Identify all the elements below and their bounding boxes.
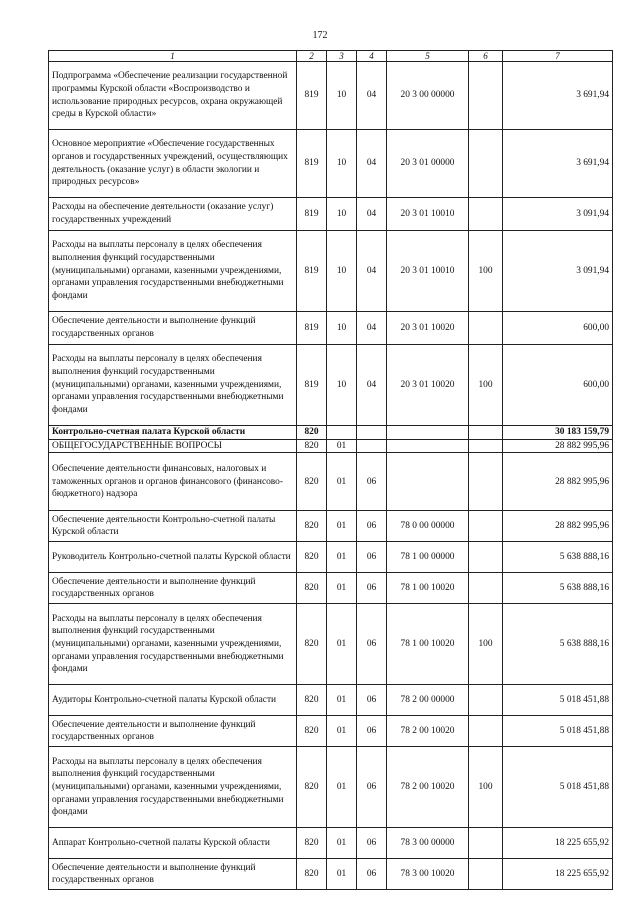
row-section: 01 [327, 685, 357, 716]
row-subsection: 06 [357, 685, 387, 716]
table-row [49, 130, 613, 198]
row-amount: 30 183 159,79 [503, 426, 613, 440]
row-admin-code: 820 [297, 716, 327, 747]
row-amount: 5 018 451,88 [503, 747, 613, 828]
row-subsection: 06 [357, 542, 387, 573]
row-subsection: 06 [357, 573, 387, 604]
row-section: 10 [327, 231, 357, 312]
row-name: Расходы на обеспечение деятельности (оказание услуг) государственных учреждений [49, 198, 297, 231]
row-admin-code: 820 [297, 828, 327, 859]
row-admin-code: 820 [297, 542, 327, 573]
row-expense-type: 100 [469, 345, 503, 426]
table-row [49, 426, 613, 440]
row-target-article: 78 1 00 10020 [387, 573, 469, 604]
row-expense-type [469, 62, 503, 130]
row-amount: 600,00 [503, 345, 613, 426]
row-name: Расходы на выплаты персоналу в целях обеспечения выполнения функций государственными (муниципальными) органами, казенными учреждениями, органами управления государственными внебюджетными фондами [49, 231, 297, 312]
row-expense-type [469, 426, 503, 440]
row-amount: 3 091,94 [503, 231, 613, 312]
row-target-article: 20 3 01 10020 [387, 312, 469, 345]
row-admin-code: 820 [297, 511, 327, 542]
row-expense-type [469, 439, 503, 453]
row-subsection: 06 [357, 453, 387, 511]
budget-table [48, 50, 613, 890]
row-target-article [387, 426, 469, 440]
table-body [49, 62, 613, 890]
table-row [49, 198, 613, 231]
row-target-article: 78 2 00 10020 [387, 747, 469, 828]
row-expense-type: 100 [469, 604, 503, 685]
row-name: Обеспечение деятельности финансовых, налоговых и таможенных органов и органов финансового (финансово-бюджетного) надзора [49, 453, 297, 511]
row-expense-type [469, 511, 503, 542]
row-section: 01 [327, 439, 357, 453]
table-row [49, 828, 613, 859]
row-section: 01 [327, 604, 357, 685]
table-header-row [49, 51, 613, 62]
row-admin-code: 819 [297, 231, 327, 312]
header-col-3: 3 [327, 51, 357, 62]
row-admin-code: 819 [297, 198, 327, 231]
row-amount: 3 091,94 [503, 198, 613, 231]
table-row [49, 511, 613, 542]
row-section: 01 [327, 542, 357, 573]
row-amount: 3 691,94 [503, 62, 613, 130]
row-expense-type [469, 828, 503, 859]
row-expense-type [469, 542, 503, 573]
row-target-article: 20 3 01 10010 [387, 198, 469, 231]
row-amount: 28 882 995,96 [503, 439, 613, 453]
row-amount: 5 018 451,88 [503, 716, 613, 747]
row-subsection [357, 426, 387, 440]
row-expense-type [469, 453, 503, 511]
row-expense-type [469, 130, 503, 198]
header-col-4: 4 [357, 51, 387, 62]
table-row [49, 542, 613, 573]
row-admin-code: 820 [297, 685, 327, 716]
row-target-article: 78 3 00 00000 [387, 828, 469, 859]
row-amount: 600,00 [503, 312, 613, 345]
row-expense-type: 100 [469, 747, 503, 828]
row-target-article: 78 2 00 00000 [387, 685, 469, 716]
row-section: 01 [327, 453, 357, 511]
row-section: 10 [327, 312, 357, 345]
header-col-5: 5 [387, 51, 469, 62]
row-name: Контрольно-счетная палата Курской области [49, 426, 297, 440]
row-expense-type [469, 312, 503, 345]
row-admin-code: 819 [297, 312, 327, 345]
table-row [49, 859, 613, 890]
row-admin-code: 820 [297, 453, 327, 511]
row-admin-code: 819 [297, 130, 327, 198]
row-subsection: 04 [357, 345, 387, 426]
row-amount: 5 638 888,16 [503, 573, 613, 604]
table-row [49, 231, 613, 312]
row-target-article: 20 3 00 00000 [387, 62, 469, 130]
row-expense-type [469, 573, 503, 604]
row-target-article: 78 0 00 00000 [387, 511, 469, 542]
table-row [49, 453, 613, 511]
row-subsection: 04 [357, 231, 387, 312]
header-col-6: 6 [469, 51, 503, 62]
table-row [49, 604, 613, 685]
row-subsection: 06 [357, 859, 387, 890]
row-target-article: 78 3 00 10020 [387, 859, 469, 890]
table-row [49, 62, 613, 130]
row-name: Аппарат Контрольно-счетной палаты Курской области [49, 828, 297, 859]
row-name: Расходы на выплаты персоналу в целях обеспечения выполнения функций государственными (муниципальными) органами, казенными учреждениями, органами управления государственными внебюджетными фондами [49, 345, 297, 426]
row-section: 10 [327, 130, 357, 198]
row-name: Руководитель Контрольно-счетной палаты Курской области [49, 542, 297, 573]
row-amount: 5 638 888,16 [503, 542, 613, 573]
row-section [327, 426, 357, 440]
row-amount: 18 225 655,92 [503, 859, 613, 890]
row-target-article: 78 2 00 10020 [387, 716, 469, 747]
row-section: 10 [327, 198, 357, 231]
row-section: 01 [327, 859, 357, 890]
row-expense-type [469, 685, 503, 716]
row-section: 10 [327, 345, 357, 426]
row-admin-code: 820 [297, 439, 327, 453]
row-subsection: 06 [357, 716, 387, 747]
row-target-article: 78 1 00 10020 [387, 604, 469, 685]
row-admin-code: 819 [297, 345, 327, 426]
row-admin-code: 819 [297, 62, 327, 130]
row-name: Основное мероприятие «Обеспечение государственных органов и государственных учреждений, осуществляющих деятельность (оказание услуг) в области экологии и природных ресурсов» [49, 130, 297, 198]
row-section: 01 [327, 573, 357, 604]
row-expense-type [469, 716, 503, 747]
row-name: ОБЩЕГОСУДАРСТВЕННЫЕ ВОПРОСЫ [49, 439, 297, 453]
row-target-article: 20 3 01 10020 [387, 345, 469, 426]
row-amount: 3 691,94 [503, 130, 613, 198]
row-name: Обеспечение деятельности и выполнение функций государственных органов [49, 716, 297, 747]
header-col-7: 7 [503, 51, 613, 62]
table-row [49, 747, 613, 828]
table-row [49, 716, 613, 747]
row-admin-code: 820 [297, 426, 327, 440]
row-subsection: 06 [357, 828, 387, 859]
row-name: Расходы на выплаты персоналу в целях обеспечения выполнения функций государственными (муниципальными) органами, казенными учреждениями, органами управления государственными внебюджетными фондами [49, 747, 297, 828]
row-target-article: 78 1 00 00000 [387, 542, 469, 573]
row-subsection: 06 [357, 747, 387, 828]
row-admin-code: 820 [297, 859, 327, 890]
row-amount: 5 638 888,16 [503, 604, 613, 685]
table-row [49, 685, 613, 716]
row-subsection: 06 [357, 604, 387, 685]
row-amount: 5 018 451,88 [503, 685, 613, 716]
row-amount: 28 882 995,96 [503, 453, 613, 511]
header-col-2: 2 [297, 51, 327, 62]
row-subsection: 04 [357, 130, 387, 198]
header-col-1: 1 [49, 51, 297, 62]
row-target-article [387, 453, 469, 511]
row-target-article: 20 3 01 10010 [387, 231, 469, 312]
row-amount: 28 882 995,96 [503, 511, 613, 542]
table-row [49, 345, 613, 426]
row-target-article: 20 3 01 00000 [387, 130, 469, 198]
row-name: Обеспечение деятельности и выполнение функций государственных органов [49, 573, 297, 604]
row-subsection: 06 [357, 511, 387, 542]
table-row [49, 439, 613, 453]
row-expense-type [469, 859, 503, 890]
row-subsection: 04 [357, 62, 387, 130]
row-admin-code: 820 [297, 604, 327, 685]
row-section: 01 [327, 747, 357, 828]
row-admin-code: 820 [297, 747, 327, 828]
row-section: 10 [327, 62, 357, 130]
table-row [49, 312, 613, 345]
row-name: Обеспечение деятельности Контрольно-счетной палаты Курской области [49, 511, 297, 542]
row-section: 01 [327, 511, 357, 542]
row-name: Расходы на выплаты персоналу в целях обеспечения выполнения функций государственными (муниципальными) органами, казенными учреждениями, органами управления государственными внебюджетными фондами [49, 604, 297, 685]
row-expense-type: 100 [469, 231, 503, 312]
table-row [49, 573, 613, 604]
row-section: 01 [327, 716, 357, 747]
row-name: Обеспечение деятельности и выполнение функций государственных органов [49, 312, 297, 345]
row-section: 01 [327, 828, 357, 859]
row-admin-code: 820 [297, 573, 327, 604]
row-target-article [387, 439, 469, 453]
row-expense-type [469, 198, 503, 231]
row-subsection: 04 [357, 312, 387, 345]
row-subsection: 04 [357, 198, 387, 231]
row-name: Обеспечение деятельности и выполнение функций государственных органов [49, 859, 297, 890]
row-name: Аудиторы Контрольно-счетной палаты Курской области [49, 685, 297, 716]
page-number: 172 [312, 30, 328, 41]
row-subsection [357, 439, 387, 453]
row-name: Подпрограмма «Обеспечение реализации государственной программы Курской области «Воспроизводство и использование природных ресурсов, охрана окружающей среды в Курской области» [49, 62, 297, 130]
row-amount: 18 225 655,92 [503, 828, 613, 859]
